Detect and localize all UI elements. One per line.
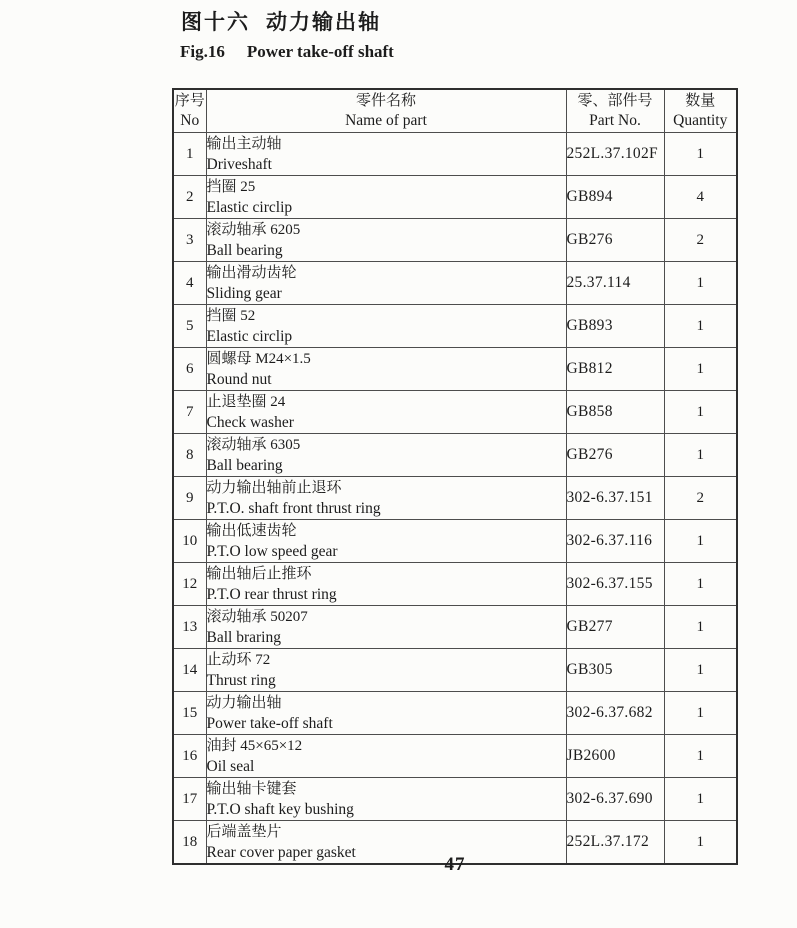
row-number: 1 [173, 133, 206, 176]
table-row [173, 477, 737, 520]
part-name-chinese: 滚动轴承 6205 [206, 222, 301, 238]
table-row [173, 563, 737, 606]
row-number: 10 [173, 520, 206, 563]
part-quantity: 1 [664, 649, 737, 692]
part-name-cell [206, 219, 566, 262]
table-row [173, 692, 737, 735]
part-name-cell [206, 649, 566, 692]
part-name-english: Ball bearing [206, 242, 283, 259]
part-quantity: 1 [664, 606, 737, 649]
header-qty-zh: 数量 [685, 93, 716, 109]
part-quantity: 1 [664, 391, 737, 434]
parts-table [172, 88, 738, 865]
part-name-cell [206, 305, 566, 348]
part-name-chinese: 圆螺母 M24×1.5 [206, 351, 311, 367]
header-qty-en: Quantity [673, 112, 728, 129]
part-name-cell [206, 176, 566, 219]
part-name-chinese: 输出轴后止推环 [206, 566, 312, 582]
part-quantity: 4 [664, 176, 737, 219]
part-quantity: 1 [664, 434, 737, 477]
part-name-english: Driveshaft [206, 156, 272, 173]
row-number: 4 [173, 262, 206, 305]
part-name-english: Round nut [206, 371, 272, 388]
part-name-english: Elastic circlip [206, 328, 293, 345]
part-name-english: P.T.O. shaft front thrust ring [206, 500, 381, 517]
page-number: 47 [444, 854, 466, 875]
part-name-english: Rear cover paper gasket [206, 844, 356, 861]
part-name-english: Thrust ring [206, 672, 276, 689]
row-number: 18 [173, 821, 206, 865]
part-name-cell [206, 735, 566, 778]
table-row [173, 348, 737, 391]
part-name-english: P.T.O low speed gear [206, 543, 338, 560]
part-name-english: Sliding gear [206, 285, 282, 302]
part-number: 252L.37.172 [566, 821, 664, 865]
part-name-english: Oil seal [206, 758, 255, 775]
part-quantity: 1 [664, 821, 737, 865]
part-name-chinese: 输出低速齿轮 [206, 523, 297, 539]
row-number: 15 [173, 692, 206, 735]
table-row [173, 176, 737, 219]
part-number: 252L.37.102F [566, 133, 664, 176]
row-number: 8 [173, 434, 206, 477]
part-name-english: P.T.O rear thrust ring [206, 586, 337, 603]
header-part-en: Part No. [589, 112, 641, 129]
table-row [173, 262, 737, 305]
part-number: GB893 [566, 305, 664, 348]
header-name-en: Name of part [345, 112, 427, 129]
part-number: 302-6.37.155 [566, 563, 664, 606]
row-number: 17 [173, 778, 206, 821]
part-name-cell [206, 606, 566, 649]
figure-number-zh: 图十六 [181, 10, 250, 34]
part-name-cell [206, 520, 566, 563]
part-name-chinese: 动力输出轴 [206, 695, 282, 711]
part-name-english: Ball bearing [206, 457, 283, 474]
header-quantity [664, 89, 737, 133]
part-name-chinese: 挡圈 52 [206, 308, 256, 324]
row-number: 2 [173, 176, 206, 219]
figure-name-zh: 动力输出轴 [266, 10, 381, 34]
part-name-chinese: 输出主动轴 [206, 136, 282, 152]
row-number: 7 [173, 391, 206, 434]
part-name-cell [206, 262, 566, 305]
part-number: GB277 [566, 606, 664, 649]
part-number: 302-6.37.682 [566, 692, 664, 735]
part-name-cell [206, 477, 566, 520]
row-number: 12 [173, 563, 206, 606]
part-name-chinese: 动力输出轴前止退环 [206, 480, 342, 496]
header-name-zh: 零件名称 [355, 93, 416, 109]
part-quantity: 1 [664, 520, 737, 563]
part-name-cell [206, 692, 566, 735]
part-name-chinese: 后端盖垫片 [206, 824, 282, 840]
part-number: GB894 [566, 176, 664, 219]
part-name-chinese: 挡圈 25 [206, 179, 256, 195]
table-row [173, 649, 737, 692]
part-name-chinese: 滚动轴承 6305 [206, 437, 301, 453]
table-row [173, 434, 737, 477]
part-quantity: 1 [664, 348, 737, 391]
part-name-english: Ball braring [206, 629, 281, 646]
part-number: GB858 [566, 391, 664, 434]
part-quantity: 1 [664, 305, 737, 348]
part-name-chinese: 滚动轴承 50207 [206, 609, 308, 625]
part-quantity: 2 [664, 477, 737, 520]
header-part-no [566, 89, 664, 133]
figure-number-en: Fig.16 [180, 42, 225, 61]
part-number: GB305 [566, 649, 664, 692]
part-name-chinese: 输出轴卡键套 [206, 781, 297, 797]
table-row [173, 305, 737, 348]
parts-table-header [173, 89, 737, 133]
part-name-english: Elastic circlip [206, 199, 293, 216]
part-number: GB276 [566, 219, 664, 262]
header-part-zh: 零、部件号 [577, 93, 653, 109]
part-number: 25.37.114 [566, 262, 664, 305]
part-name-english: Check washer [206, 414, 294, 431]
table-row [173, 735, 737, 778]
figure-name-en: Power take-off shaft [246, 42, 394, 61]
part-quantity: 1 [664, 563, 737, 606]
part-name-chinese: 输出滑动齿轮 [206, 265, 297, 281]
part-number: 302-6.37.116 [566, 520, 664, 563]
part-number: 302-6.37.690 [566, 778, 664, 821]
table-row [173, 391, 737, 434]
table-row [173, 219, 737, 262]
row-number: 13 [173, 606, 206, 649]
part-name-chinese: 止退垫圈 24 [206, 394, 286, 410]
header-no-zh: 序号 [174, 93, 205, 109]
part-number: JB2600 [566, 735, 664, 778]
part-quantity: 1 [664, 133, 737, 176]
part-quantity: 1 [664, 262, 737, 305]
part-name-cell [206, 563, 566, 606]
part-name-cell [206, 133, 566, 176]
table-row [173, 133, 737, 176]
part-name-english: P.T.O shaft key bushing [206, 801, 354, 818]
part-name-cell [206, 778, 566, 821]
figure-title-chinese [181, 6, 381, 36]
part-number: 302-6.37.151 [566, 477, 664, 520]
part-name-english: Power take-off shaft [206, 715, 333, 732]
part-number: GB276 [566, 434, 664, 477]
part-quantity: 2 [664, 219, 737, 262]
header-row [173, 89, 737, 133]
header-name [206, 89, 566, 133]
header-no [173, 89, 206, 133]
part-quantity: 1 [664, 692, 737, 735]
part-number: GB812 [566, 348, 664, 391]
part-name-cell [206, 348, 566, 391]
row-number: 14 [173, 649, 206, 692]
part-name-cell [206, 391, 566, 434]
part-name-chinese: 油封 45×65×12 [206, 738, 303, 754]
table-row [173, 520, 737, 563]
part-name-chinese: 止动环 72 [206, 652, 271, 668]
row-number: 9 [173, 477, 206, 520]
figure-title-english [180, 42, 394, 62]
part-quantity: 1 [664, 778, 737, 821]
row-number: 5 [173, 305, 206, 348]
part-name-cell [206, 434, 566, 477]
row-number: 3 [173, 219, 206, 262]
header-no-en: No [180, 112, 200, 129]
part-quantity: 1 [664, 735, 737, 778]
row-number: 16 [173, 735, 206, 778]
table-row [173, 778, 737, 821]
parts-table-body [173, 133, 737, 865]
table-row [173, 606, 737, 649]
row-number: 6 [173, 348, 206, 391]
